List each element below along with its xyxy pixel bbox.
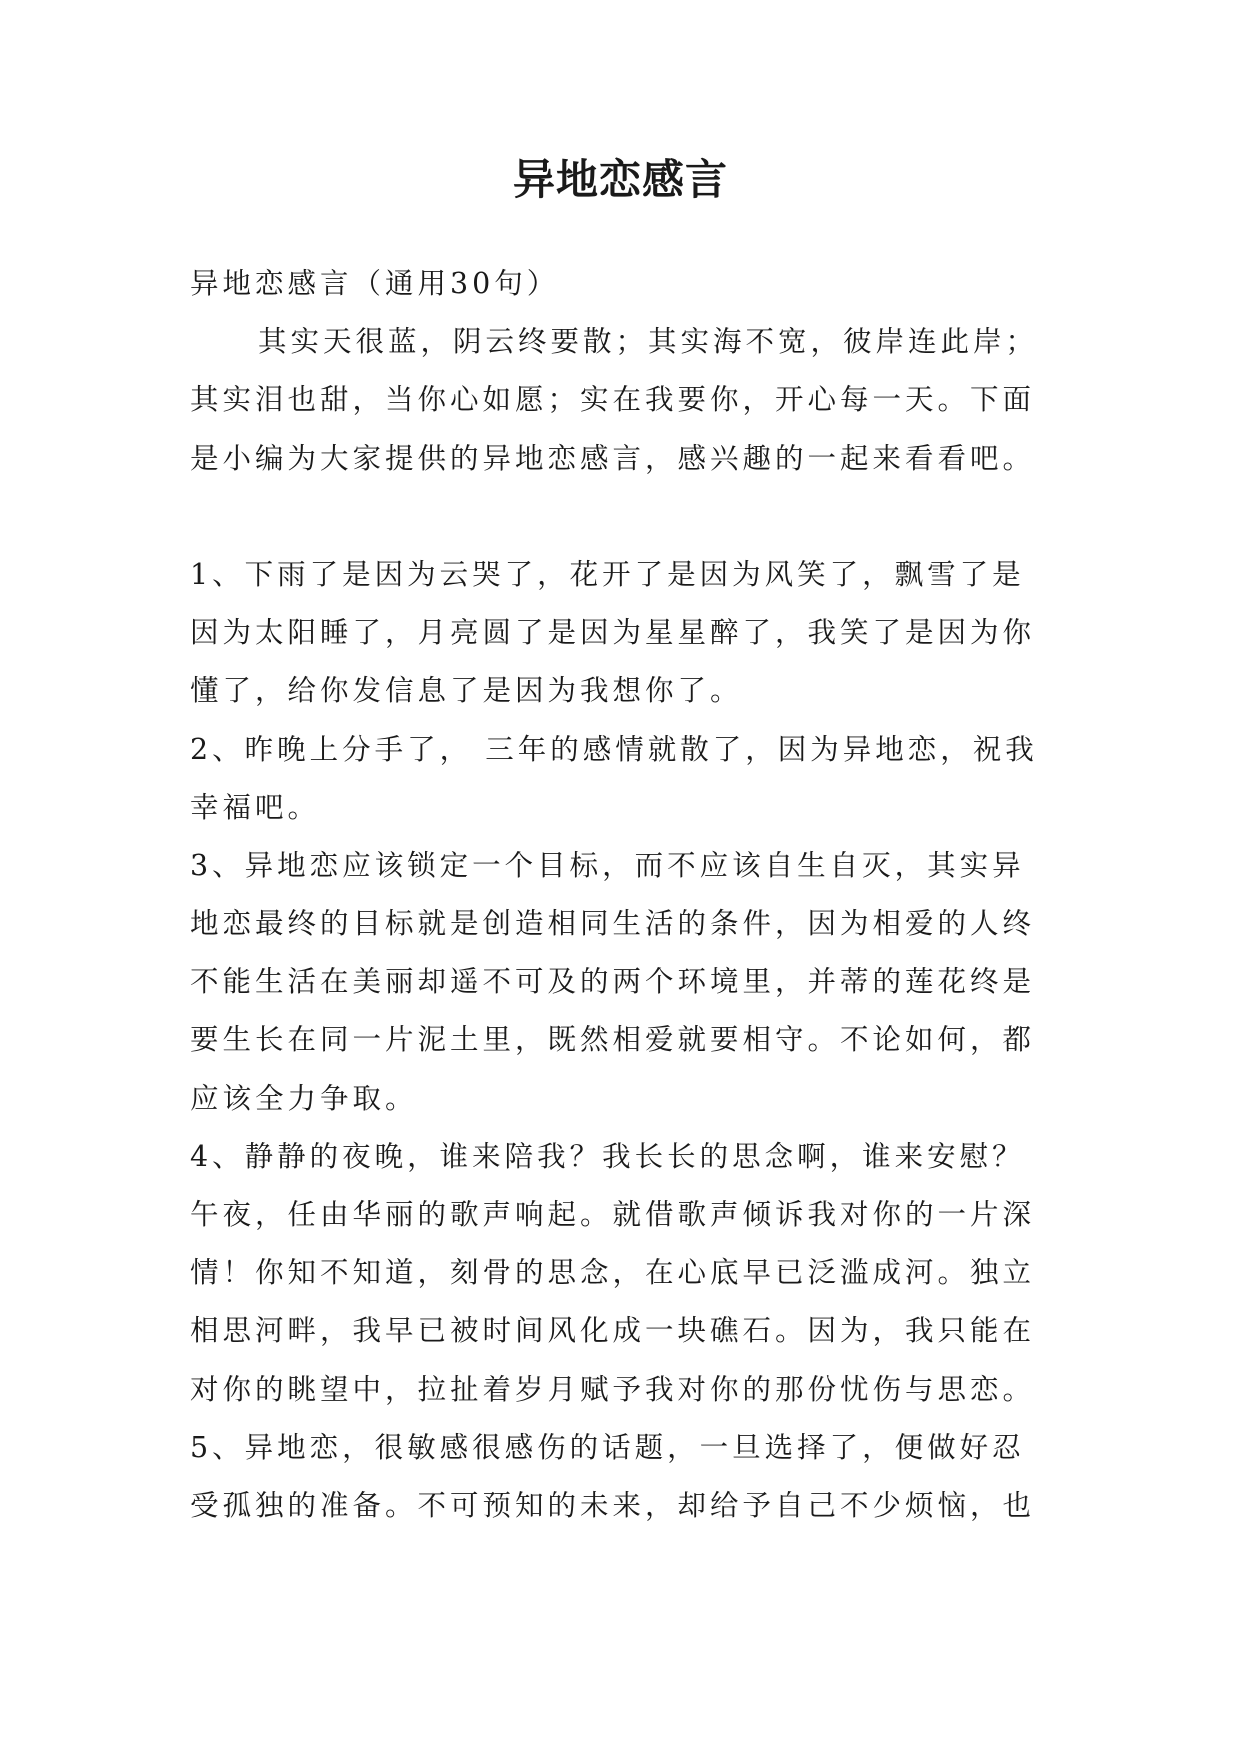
item-2-line-2: 幸福吧。	[190, 790, 321, 824]
item-4-line-5: 对你的眺望中，拉扯着岁月赋予我对你的那份忧伤与思恋。	[190, 1372, 1036, 1406]
document-title: 异地恋感言	[512, 155, 728, 204]
item-3-line-4: 要生长在同一片泥土里，既然相爱就要相守。不论如何，都	[190, 1023, 1036, 1057]
intro-line-2: 其实泪也甜，当你心如愿；实在我要你，开心每一天。下面	[190, 383, 1036, 417]
blank-line	[190, 488, 1070, 546]
item-1-line-3: 懂了，给你发信息了是因为我想你了。	[190, 674, 743, 708]
item-3-line-2: 地恋最终的目标就是创造相同生活的条件，因为相爱的人终	[190, 907, 1036, 941]
item-2-line-1: 2、昨晚上分手了， 三年的感情就散了，因为异地恋，祝我	[190, 732, 1038, 766]
intro-line-3: 是小编为大家提供的异地恋感言，感兴趣的一起来看看吧。	[190, 441, 1036, 475]
item-5-line-2: 受孤独的准备。不可预知的未来，却给予自己不少烦恼，也	[190, 1488, 1036, 1522]
item-1-line-1: 1、下雨了是因为云哭了，花开了是因为风笑了，飘雪了是	[190, 557, 1025, 591]
item-5-line-1: 5、异地恋，很敏感很感伤的话题，一旦选择了，便做好忍	[190, 1430, 1025, 1464]
item-3-line-3: 不能生活在美丽却遥不可及的两个环境里，并蒂的莲花终是	[190, 965, 1036, 999]
document-body	[190, 255, 1070, 1535]
subtitle-line: 异地恋感言（通用30句）	[190, 267, 560, 300]
item-4-line-4: 相思河畔，我早已被时间风化成一块礁石。因为，我只能在	[190, 1314, 1036, 1348]
item-1-line-2: 因为太阳睡了，月亮圆了是因为星星醉了，我笑了是因为你	[190, 616, 1036, 650]
item-3-line-1: 3、异地恋应该锁定一个目标，而不应该自生自灭，其实异	[190, 848, 1025, 882]
item-4-line-1: 4、静静的夜晚，谁来陪我？我长长的思念啊，谁来安慰？	[190, 1139, 1025, 1173]
intro-line-1: 其实天很蓝，阴云终要散；其实海不宽，彼岸连此岸；	[258, 325, 1039, 359]
item-3-line-5: 应该全力争取。	[190, 1081, 418, 1115]
item-4-line-3: 情！你知不知道，刻骨的思念，在心底早已泛滥成河。独立	[190, 1256, 1036, 1290]
item-4-line-2: 午夜，任由华丽的歌声响起。就借歌声倾诉我对你的一片深	[190, 1198, 1036, 1231]
